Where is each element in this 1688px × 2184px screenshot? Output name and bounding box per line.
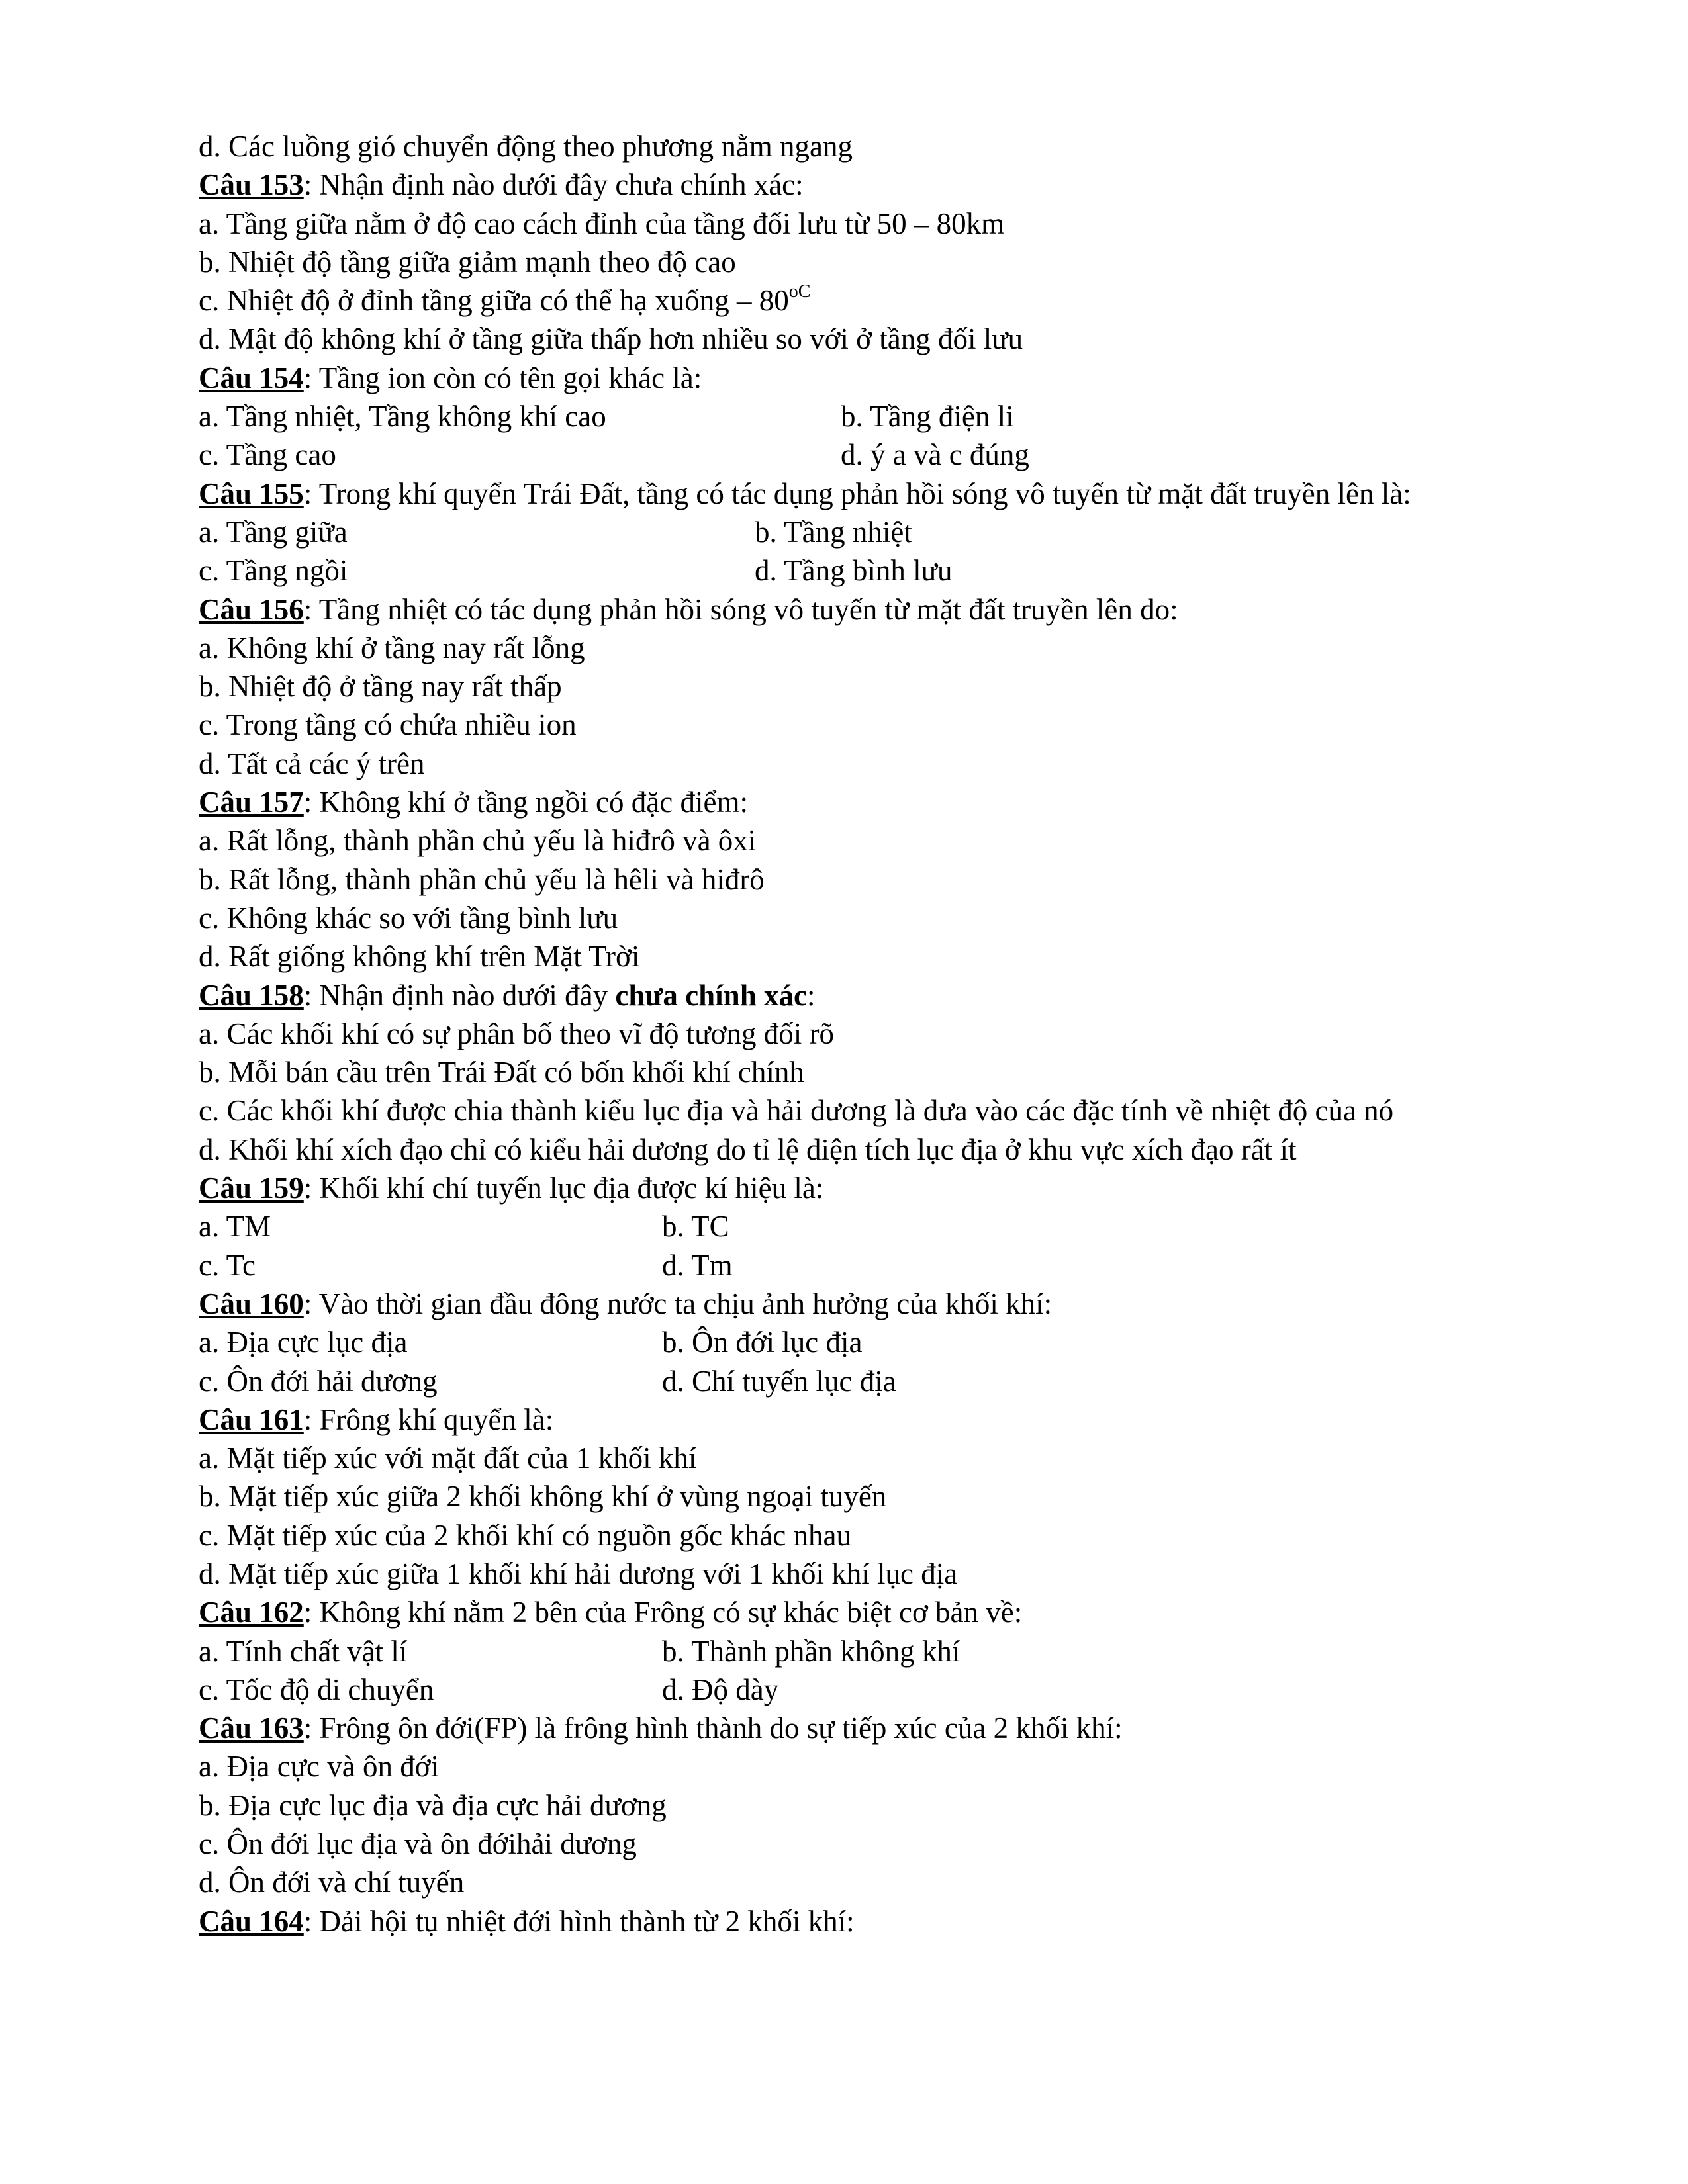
- answer-row: [199, 1632, 1523, 1670]
- answer-c: c. Tầng cao: [199, 438, 336, 472]
- question-text: : Nhận định nào dưới đây chưa chính xác:: [303, 168, 804, 202]
- question-text: : Frông ôn đới(FP) là frông hình thành do sự tiếp xúc của 2 khối khí:: [303, 1711, 1123, 1745]
- question-emphasis: chưa chính xác: [615, 978, 807, 1012]
- answer-c: c. Mặt tiếp xúc của 2 khối khí có nguồn gốc khác nhau: [199, 1518, 851, 1552]
- question-text: : Frông khí quyển là:: [303, 1402, 554, 1436]
- answer-d: d. ý a và c đúng: [841, 438, 1029, 472]
- answer-b: b. Nhiệt độ tầng giữa giảm mạnh theo độ cao: [199, 245, 736, 279]
- answer-d: d. Ôn đới và chí tuyến: [199, 1866, 465, 1899]
- answer-row: [199, 1362, 1523, 1400]
- answer-c: [199, 281, 1523, 320]
- answer-d: d. Mật độ không khí ở tầng giữa thấp hơn nhiều so với ở tầng đối lưu: [199, 322, 1023, 356]
- answer-row: [199, 551, 1523, 590]
- question-text: : Vào thời gian đầu đông nước ta chịu ảnh hưởng của khối khí:: [303, 1287, 1053, 1320]
- answer-row: [199, 435, 1523, 474]
- answer-d: d. Tầng bình lưu: [755, 554, 953, 588]
- answer-c: c. Tầng ngồi: [199, 554, 348, 588]
- answer-b: b. Tầng điện li: [841, 400, 1014, 433]
- answer-c-text: c. Nhiệt độ ở đỉnh tầng giữa có thể hạ xuống – 80: [199, 284, 789, 318]
- question-text: : Nhận định nào dưới đây: [303, 978, 616, 1012]
- question-text: : Tầng nhiệt có tác dụng phản hồi sóng vô tuyến từ mặt đất truyền lên do:: [303, 592, 1178, 626]
- question-154: [199, 359, 1523, 397]
- answer-b: b. TC: [662, 1210, 729, 1244]
- question-label: Câu 157: [199, 786, 304, 819]
- question-label: Câu 162: [199, 1596, 304, 1629]
- question-label: Câu 161: [199, 1402, 304, 1436]
- answer-d: d. Chí tuyến lục địa: [662, 1364, 896, 1398]
- question-162: [199, 1593, 1523, 1631]
- question-159: [199, 1169, 1523, 1207]
- question-158: [199, 976, 1523, 1015]
- answer-b: b. Thành phần không khí: [662, 1634, 961, 1668]
- answer-b: b. Mỗi bán cầu trên Trái Đất có bốn khối khí chính: [199, 1056, 804, 1089]
- answer-b: b. Mặt tiếp xúc giữa 2 khối không khí ở vùng ngoại tuyến: [199, 1480, 887, 1514]
- answer-d-152: d. Các luồng gió chuyển động theo phương nằm ngang: [199, 130, 853, 163]
- answer-b: b. Ôn đới lục địa: [662, 1326, 863, 1359]
- answer-a: a. Địa cực lục địa: [199, 1326, 408, 1359]
- question-text: : Tầng ion còn có tên gọi khác là:: [303, 361, 702, 394]
- question-label: Câu 154: [199, 361, 304, 394]
- question-label: Câu 164: [199, 1904, 304, 1938]
- question-label: Câu 158: [199, 978, 304, 1012]
- question-155: [199, 475, 1516, 513]
- answer-c: c. Ôn đới hải dương: [199, 1364, 438, 1398]
- answer-c: c. Ôn đới lục địa và ôn đớihải dương: [199, 1827, 637, 1861]
- answer-row: [199, 1207, 1523, 1246]
- question-label: Câu 160: [199, 1287, 304, 1320]
- answer-a: a. TM: [199, 1210, 271, 1244]
- question-156: [199, 590, 1523, 629]
- question-text: : Dải hội tụ nhiệt đới hình thành từ 2 khối khí:: [303, 1904, 855, 1938]
- answer-b: b. Rất lỗng, thành phần chủ yếu là hêli và hiđrô: [199, 862, 765, 896]
- question-text: : Khối khí chí tuyến lục địa được kí hiệu là:: [303, 1171, 824, 1205]
- answer-a: a. Địa cực và ôn đới: [199, 1750, 440, 1784]
- answer-a: a. Tính chất vật lí: [199, 1634, 408, 1668]
- answer-row: [199, 1670, 1523, 1709]
- question-label: Câu 156: [199, 592, 304, 626]
- question-157: [199, 783, 1523, 821]
- answer-a: a. Tầng giữa: [199, 515, 348, 549]
- answer-d: d. Khối khí xích đạo chỉ có kiểu hải dương do tỉ lệ diện tích lục địa ở khu vực xích đạo rất ít: [199, 1132, 1297, 1166]
- answer-a: a. Tầng giữa nằm ở độ cao cách đỉnh của tầng đối lưu từ 50 – 80km: [199, 206, 1005, 240]
- answer-b: b. Địa cực lục địa và địa cực hải dương: [199, 1788, 667, 1822]
- question-160: [199, 1285, 1523, 1323]
- answer-c: c. Tốc độ di chuyển: [199, 1672, 434, 1706]
- answer-row: [199, 1246, 1523, 1285]
- question-label: Câu 155: [199, 477, 304, 510]
- question-text: : Không khí nằm 2 bên của Frông có sự khác biệt cơ bản về:: [303, 1596, 1023, 1629]
- question-text: : Trong khí quyển Trái Đất, tầng có tác dụng phản hồi sóng vô tuyến từ mặt đất truyền lên là:: [303, 477, 1411, 510]
- answer-a: a. Không khí ở tầng nay rất lỗng: [199, 631, 585, 664]
- answer-a: a. Các khối khí có sự phân bố theo vĩ độ tương đối rõ: [199, 1017, 834, 1050]
- degree-superscript: oC: [788, 281, 811, 302]
- answer-b: b. Tầng nhiệt: [755, 515, 912, 549]
- answer-a: a. Rất lỗng, thành phần chủ yếu là hiđrô và ôxi: [199, 824, 757, 858]
- answer-row: [199, 513, 1523, 551]
- question-153: [199, 165, 1523, 204]
- answer-d: d. Rất giống không khí trên Mặt Trời: [199, 940, 640, 974]
- answer-d: d. Tất cả các ý trên: [199, 747, 425, 780]
- answer-a: a. Tầng nhiệt, Tầng không khí cao: [199, 400, 606, 433]
- answer-d: d. Mặt tiếp xúc giữa 1 khối khí hải dương với 1 khối khí lục địa: [199, 1557, 958, 1590]
- question-label: Câu 153: [199, 168, 304, 202]
- question-label: Câu 163: [199, 1711, 304, 1745]
- question-label: Câu 159: [199, 1171, 304, 1205]
- document-page: [199, 127, 1523, 1940]
- question-163: [199, 1709, 1523, 1747]
- question-text-end: :: [806, 978, 816, 1012]
- answer-c: c. Tc: [199, 1248, 256, 1282]
- answer-b: b. Nhiệt độ ở tầng nay rất thấp: [199, 670, 562, 704]
- answer-row: [199, 397, 1523, 435]
- answer-c: c. Trong tầng có chứa nhiều ion: [199, 708, 577, 742]
- answer-c: c. Không khác so với tầng bình lưu: [199, 901, 618, 934]
- answer-row: [199, 1323, 1523, 1361]
- answer-a: a. Mặt tiếp xúc với mặt đất của 1 khối khí: [199, 1441, 697, 1475]
- question-164: [199, 1902, 1523, 1940]
- answer-c: c. Các khối khí được chia thành kiểu lục địa và hải dương là dưa vào các đặc tính về nhiệt độ của nó: [199, 1094, 1394, 1128]
- question-161: [199, 1400, 1523, 1439]
- answer-d: d. Độ dày: [662, 1672, 779, 1706]
- question-text: : Không khí ở tầng ngồi có đặc điểm:: [303, 786, 748, 819]
- answer-d: d. Tm: [662, 1248, 733, 1282]
